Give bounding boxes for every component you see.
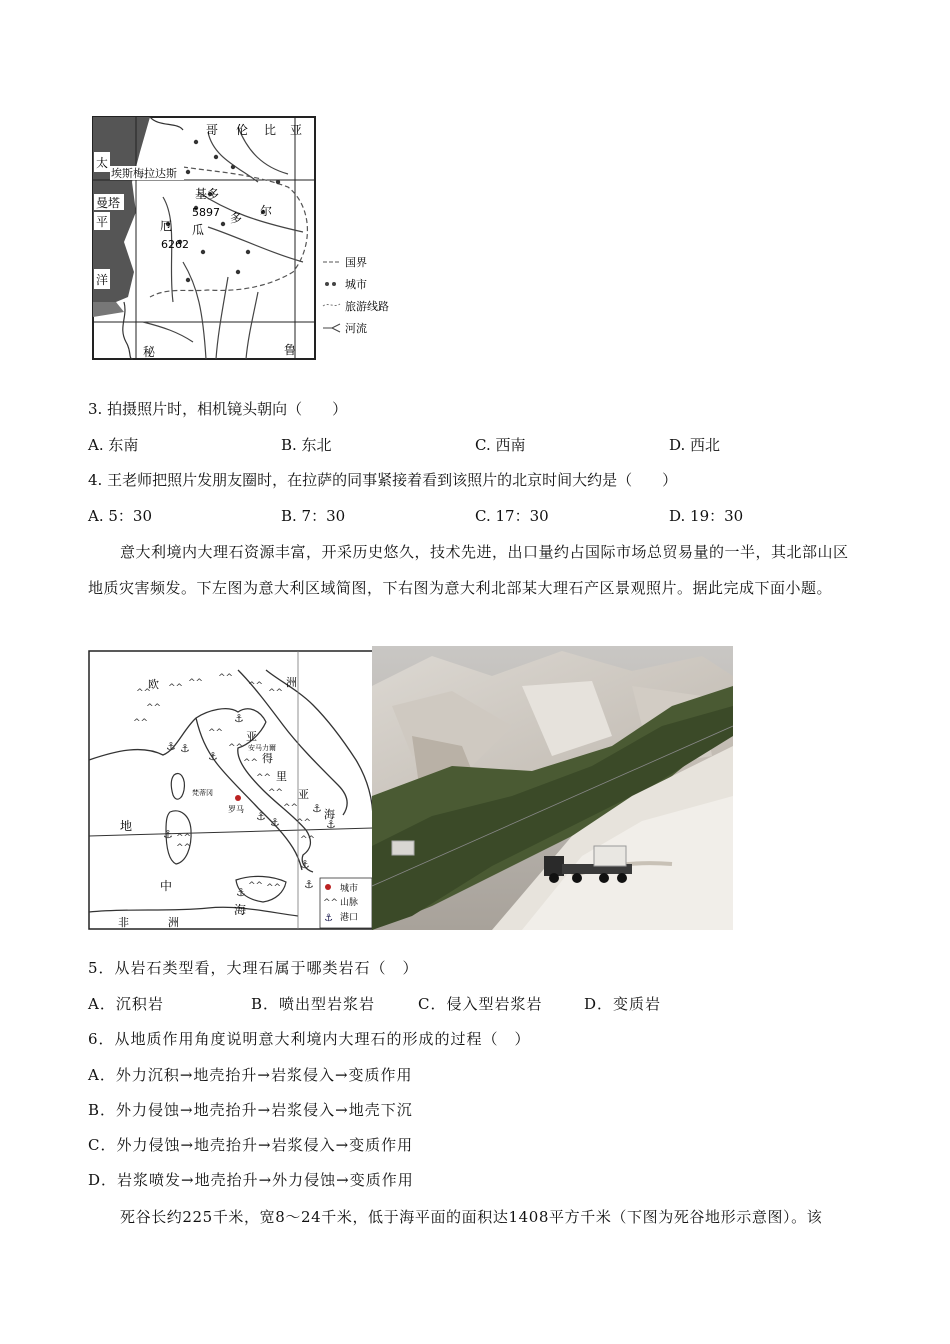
q5-option-c[interactable]: C．侵入型岩浆岩 (418, 995, 543, 1013)
q3-option-c[interactable]: C. 西南 (475, 436, 526, 454)
q4-option-c[interactable]: C. 17：30 (475, 507, 549, 525)
peru-label-2: 鲁 (284, 343, 297, 357)
svg-text:^^: ^^ (176, 833, 192, 843)
q6-option-a[interactable]: A．外力沉积→地壳抬升→岩浆侵入→变质作用 (88, 1066, 413, 1084)
q6-option-b[interactable]: B．外力侵蚀→地壳抬升→岩浆侵入→地壳下沉 (88, 1101, 413, 1119)
adriatic-label-5: 海 (324, 808, 335, 821)
africa-label-2: 洲 (168, 916, 179, 929)
question-5-stem: 5．从岩石类型看，大理石属于哪类岩石（ ） (88, 959, 419, 977)
legend-mountain: 山脉 (340, 898, 359, 908)
q6-option-c[interactable]: C．外力侵蚀→地壳抬升→岩浆侵入→变质作用 (88, 1136, 414, 1154)
adriatic-label-4: 亚 (298, 788, 309, 801)
manta-label: 曼塔 (96, 196, 121, 210)
ecuador-label-1: 厄 (160, 219, 173, 233)
q4-option-a[interactable]: A. 5：30 (88, 507, 152, 525)
svg-text:⚓: ⚓ (270, 816, 280, 829)
svg-text:^^: ^^ (146, 703, 162, 713)
q4-option-b[interactable]: B. 7：30 (281, 507, 346, 525)
death-valley-intro: 死谷长约225千米，宽8～24千米，低于海平面的面积达1408平方千米（下图为死谷地形示意图）。该 (120, 1208, 823, 1226)
svg-text:⚓: ⚓ (326, 818, 336, 831)
svg-text:^^: ^^ (283, 803, 299, 813)
svg-text:⚓: ⚓ (324, 913, 333, 924)
svg-text:⚓: ⚓ (234, 712, 244, 725)
question-4-stem: 4. 王老师把照片发朋友圈时，在拉萨的同事紧接着看到该照片的北京时间大约是（ ） (88, 471, 678, 489)
svg-text:⚓: ⚓ (304, 878, 314, 891)
svg-text:^^: ^^ (248, 681, 264, 691)
q3-option-b[interactable]: B. 东北 (281, 436, 332, 454)
svg-text:⚓: ⚓ (236, 886, 246, 899)
svg-text:⚓: ⚓ (163, 828, 173, 841)
italy-intro-paragraph: 意大利境内大理石资源丰富，开采历史悠久，技术先进，出口量约占国际市场总贸易量的一半，其北部山区地质灾害频发。下左图为意大利区域简图，下右图为意大利北部某大理石产区景观照片。据此完成下面小题。 (88, 543, 849, 597)
italy-map (88, 650, 374, 930)
svg-text:^^: ^^ (168, 683, 184, 693)
legend-route: 旅游线路 (345, 300, 389, 313)
legend-city: 城市 (345, 278, 367, 291)
rome-dot (235, 795, 241, 801)
q5-option-a[interactable]: A．沉积岩 (88, 995, 164, 1013)
adriatic-label-3: 里 (276, 770, 287, 783)
marble-quarry-photo (372, 646, 733, 930)
colombia-label-4: 亚 (290, 123, 303, 137)
q6-option-d[interactable]: D．岩浆喷发→地壳抬升→外力侵蚀→变质作用 (88, 1171, 414, 1189)
svg-text:^^: ^^ (218, 673, 234, 683)
q4-option-d[interactable]: D. 19：30 (669, 507, 744, 525)
med-label-3: 海 (234, 903, 247, 917)
pacific-label-1: 太 (96, 156, 109, 170)
svg-text:⚓: ⚓ (166, 740, 176, 753)
svg-text:^^: ^^ (296, 818, 312, 828)
pacific-label-3: 洋 (96, 273, 109, 287)
esmeraldas-label: 埃斯梅拉达斯 (111, 167, 177, 180)
svg-text:^^: ^^ (300, 835, 316, 845)
ancona-label: 安马力爾 (248, 744, 276, 752)
svg-text:⚓: ⚓ (256, 810, 266, 823)
adriatic-label-2: 得 (262, 752, 273, 765)
svg-text:^^: ^^ (268, 788, 284, 798)
svg-text:^^: ^^ (188, 678, 204, 688)
svg-text:⚓: ⚓ (208, 750, 218, 763)
question-3-stem: 3. 拍摄照片时，相机镜头朝向（ ） (88, 400, 348, 418)
colombia-label-2: 伦 (236, 123, 249, 137)
svg-text:^^: ^^ (256, 773, 272, 783)
ecuador-label-2: 瓜 (192, 223, 205, 237)
svg-text:^^: ^^ (228, 743, 244, 753)
svg-text:^^: ^^ (248, 881, 264, 891)
q3-option-a[interactable]: A. 东南 (88, 436, 139, 454)
med-label-2: 中 (160, 879, 173, 893)
europe-label-2: 洲 (286, 676, 297, 689)
svg-text:^^: ^^ (266, 883, 282, 893)
med-label-1: 地 (120, 819, 133, 833)
rome-label: 罗马 (228, 805, 244, 814)
svg-text:⚓: ⚓ (300, 858, 310, 871)
question-6-stem: 6．从地质作用角度说明意大利境内大理石的形成的过程（ ） (88, 1030, 531, 1048)
legend-port: 港口 (340, 913, 359, 923)
legend-river: 河流 (345, 322, 367, 335)
peak-6262-label: 6262 (161, 238, 189, 251)
svg-text:^^: ^^ (323, 898, 339, 908)
svg-text:^^: ^^ (208, 728, 224, 738)
q5-option-d[interactable]: D．变质岩 (584, 995, 662, 1013)
colombia-label-3: 比 (264, 123, 277, 137)
pacific-label-2: 平 (96, 215, 109, 229)
ecuador-label-3: 多 (230, 211, 243, 225)
svg-text:^^: ^^ (133, 718, 149, 728)
q5-option-b[interactable]: B．喷出型岩浆岩 (251, 995, 376, 1013)
peru-label-1: 秘 (143, 345, 156, 359)
corsica (171, 773, 184, 799)
quito-label: 基多 (195, 187, 220, 201)
africa-label-1: 非 (118, 916, 129, 929)
colombia-label-1: 哥 (206, 123, 219, 137)
svg-text:⚓: ⚓ (180, 742, 190, 755)
europe-label-1: 欧 (148, 678, 159, 691)
peak-5897-label: 5897 (192, 206, 220, 219)
adriatic-label-1: 亚 (246, 730, 257, 743)
vatican-label: 梵蒂冈 (192, 789, 213, 797)
svg-text:⚓: ⚓ (312, 802, 322, 815)
map1-legend (323, 256, 389, 335)
svg-text:^^: ^^ (136, 688, 152, 698)
legend-border: 国界 (345, 256, 367, 269)
ecuador-label-4: 尔 (260, 204, 273, 218)
q3-option-d[interactable]: D. 西北 (669, 436, 721, 454)
svg-text:^^: ^^ (176, 843, 192, 853)
svg-text:^^: ^^ (243, 758, 259, 768)
svg-text:^^: ^^ (268, 688, 284, 698)
legend-city-2: 城市 (340, 884, 359, 894)
ecuador-map (88, 112, 398, 364)
